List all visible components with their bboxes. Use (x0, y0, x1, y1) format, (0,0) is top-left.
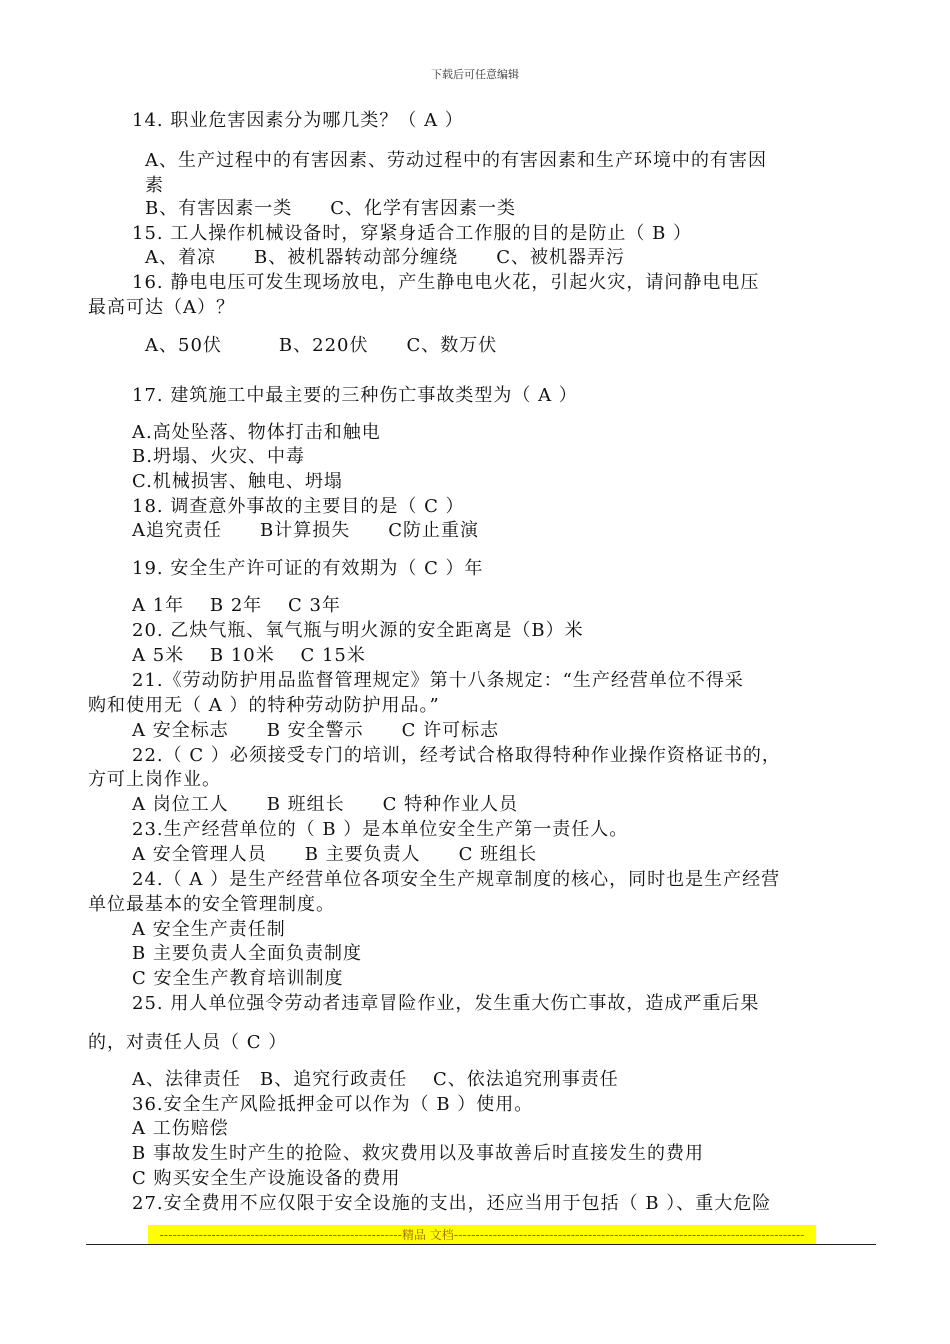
text-line: 素 (145, 175, 164, 196)
text-line: A 工伤赔偿 (132, 1118, 229, 1139)
text-line: 23.生产经营单位的（ B ）是本单位安全生产第一责任人。 (132, 819, 629, 840)
text-line: 17. 建筑施工中最主要的三种伤亡事故类型为（ A ） (132, 385, 578, 406)
text-line: 19. 安全生产许可证的有效期为（ C ）年 (132, 558, 484, 579)
text-line: 购和使用无（ A ）的特种劳动防护用品。” (88, 695, 440, 716)
text-line: A追究责任 B计算损失 C防止重演 (132, 520, 479, 541)
text-line: 单位最基本的安全管理制度。 (88, 894, 335, 915)
text-line: A 1年 B 2年 C 3年 (132, 595, 341, 616)
text-line: 最高可达（A）？ (88, 297, 235, 318)
text-line: 14. 职业危害因素分为哪几类？（ A ） (132, 110, 464, 131)
text-line: C 安全生产教育培训制度 (132, 968, 344, 989)
footer-banner: --------------------------------------------------------精品 文档--------------------------------------------------------------------------------- (148, 1225, 816, 1245)
text-line: A、着凉 B、被机器转动部分缠绕 C、被机器弄污 (145, 247, 625, 268)
text-line: 16. 静电电压可发生现场放电，产生静电电火花，引起火灾，请问静电电压 (132, 272, 760, 293)
text-line: B 主要负责人全面负责制度 (132, 943, 362, 964)
text-line: A、50伏 B、220伏 C、数万伏 (145, 335, 498, 356)
text-line: 25. 用人单位强令劳动者违章冒险作业，发生重大伤亡事故，造成严重后果 (132, 993, 760, 1014)
text-line: A 岗位工人 B 班组长 C 特种作业人员 (132, 794, 519, 815)
text-line: 36.安全生产风险抵押金可以作为（ B ）使用。 (132, 1094, 534, 1115)
text-line: 15. 工人操作机械设备时，穿紧身适合工作服的目的是防止（ B ） (132, 223, 693, 244)
text-line: B.坍塌、火灾、中毒 (132, 446, 305, 467)
text-line: 方可上岗作业。 (88, 769, 221, 790)
text-line: A 安全管理人员 B 主要负责人 C 班组长 (132, 844, 538, 865)
text-line: A、生产过程中的有害因素、劳动过程中的有害因素和生产环境中的有害因 (145, 150, 767, 171)
text-line: A 安全标志 B 安全警示 C 许可标志 (132, 720, 500, 741)
text-line: C 购买安全生产设施设备的费用 (132, 1168, 401, 1189)
text-line: 的，对责任人员（ C ） (88, 1032, 288, 1053)
text-line: 18. 调查意外事故的主要目的是（ C ） (132, 496, 465, 517)
text-line: B 事故发生时产生的抢险、救灾费用以及事故善后时直接发生的费用 (132, 1143, 704, 1164)
text-line: B、有害因素一类 C、化学有害因素一类 (145, 198, 516, 219)
footer-divider (86, 1244, 876, 1245)
text-line: A 安全生产责任制 (132, 919, 286, 940)
text-line: 20. 乙炔气瓶、氧气瓶与明火源的安全距离是（B）米 (132, 620, 584, 641)
text-line: 24.（ A ）是生产经营单位各项安全生产规章制度的核心，同时也是生产经营 (132, 869, 781, 890)
text-line: A 5米 B 10米 C 15米 (132, 645, 366, 666)
text-line: A、法律责任 B、追究行政责任 C、依法追究刑事责任 (132, 1069, 619, 1090)
text-line: A.高处坠落、物体打击和触电 (132, 422, 381, 443)
text-line: 21.《劳动防护用品监督管理规定》第十八条规定：“生产经营单位不得采 (132, 670, 744, 691)
text-line: 22.（ C ）必须接受专门的培训，经考试合格取得特种作业操作资格证书的， (132, 745, 781, 766)
text-line: C.机械损害、触电、坍塌 (132, 471, 343, 492)
text-line: 27.安全费用不应仅限于安全设施的支出，还应当用于包括（ B ）、重大危险 (132, 1193, 772, 1214)
page-header: 下载后可任意编辑 (431, 68, 519, 81)
